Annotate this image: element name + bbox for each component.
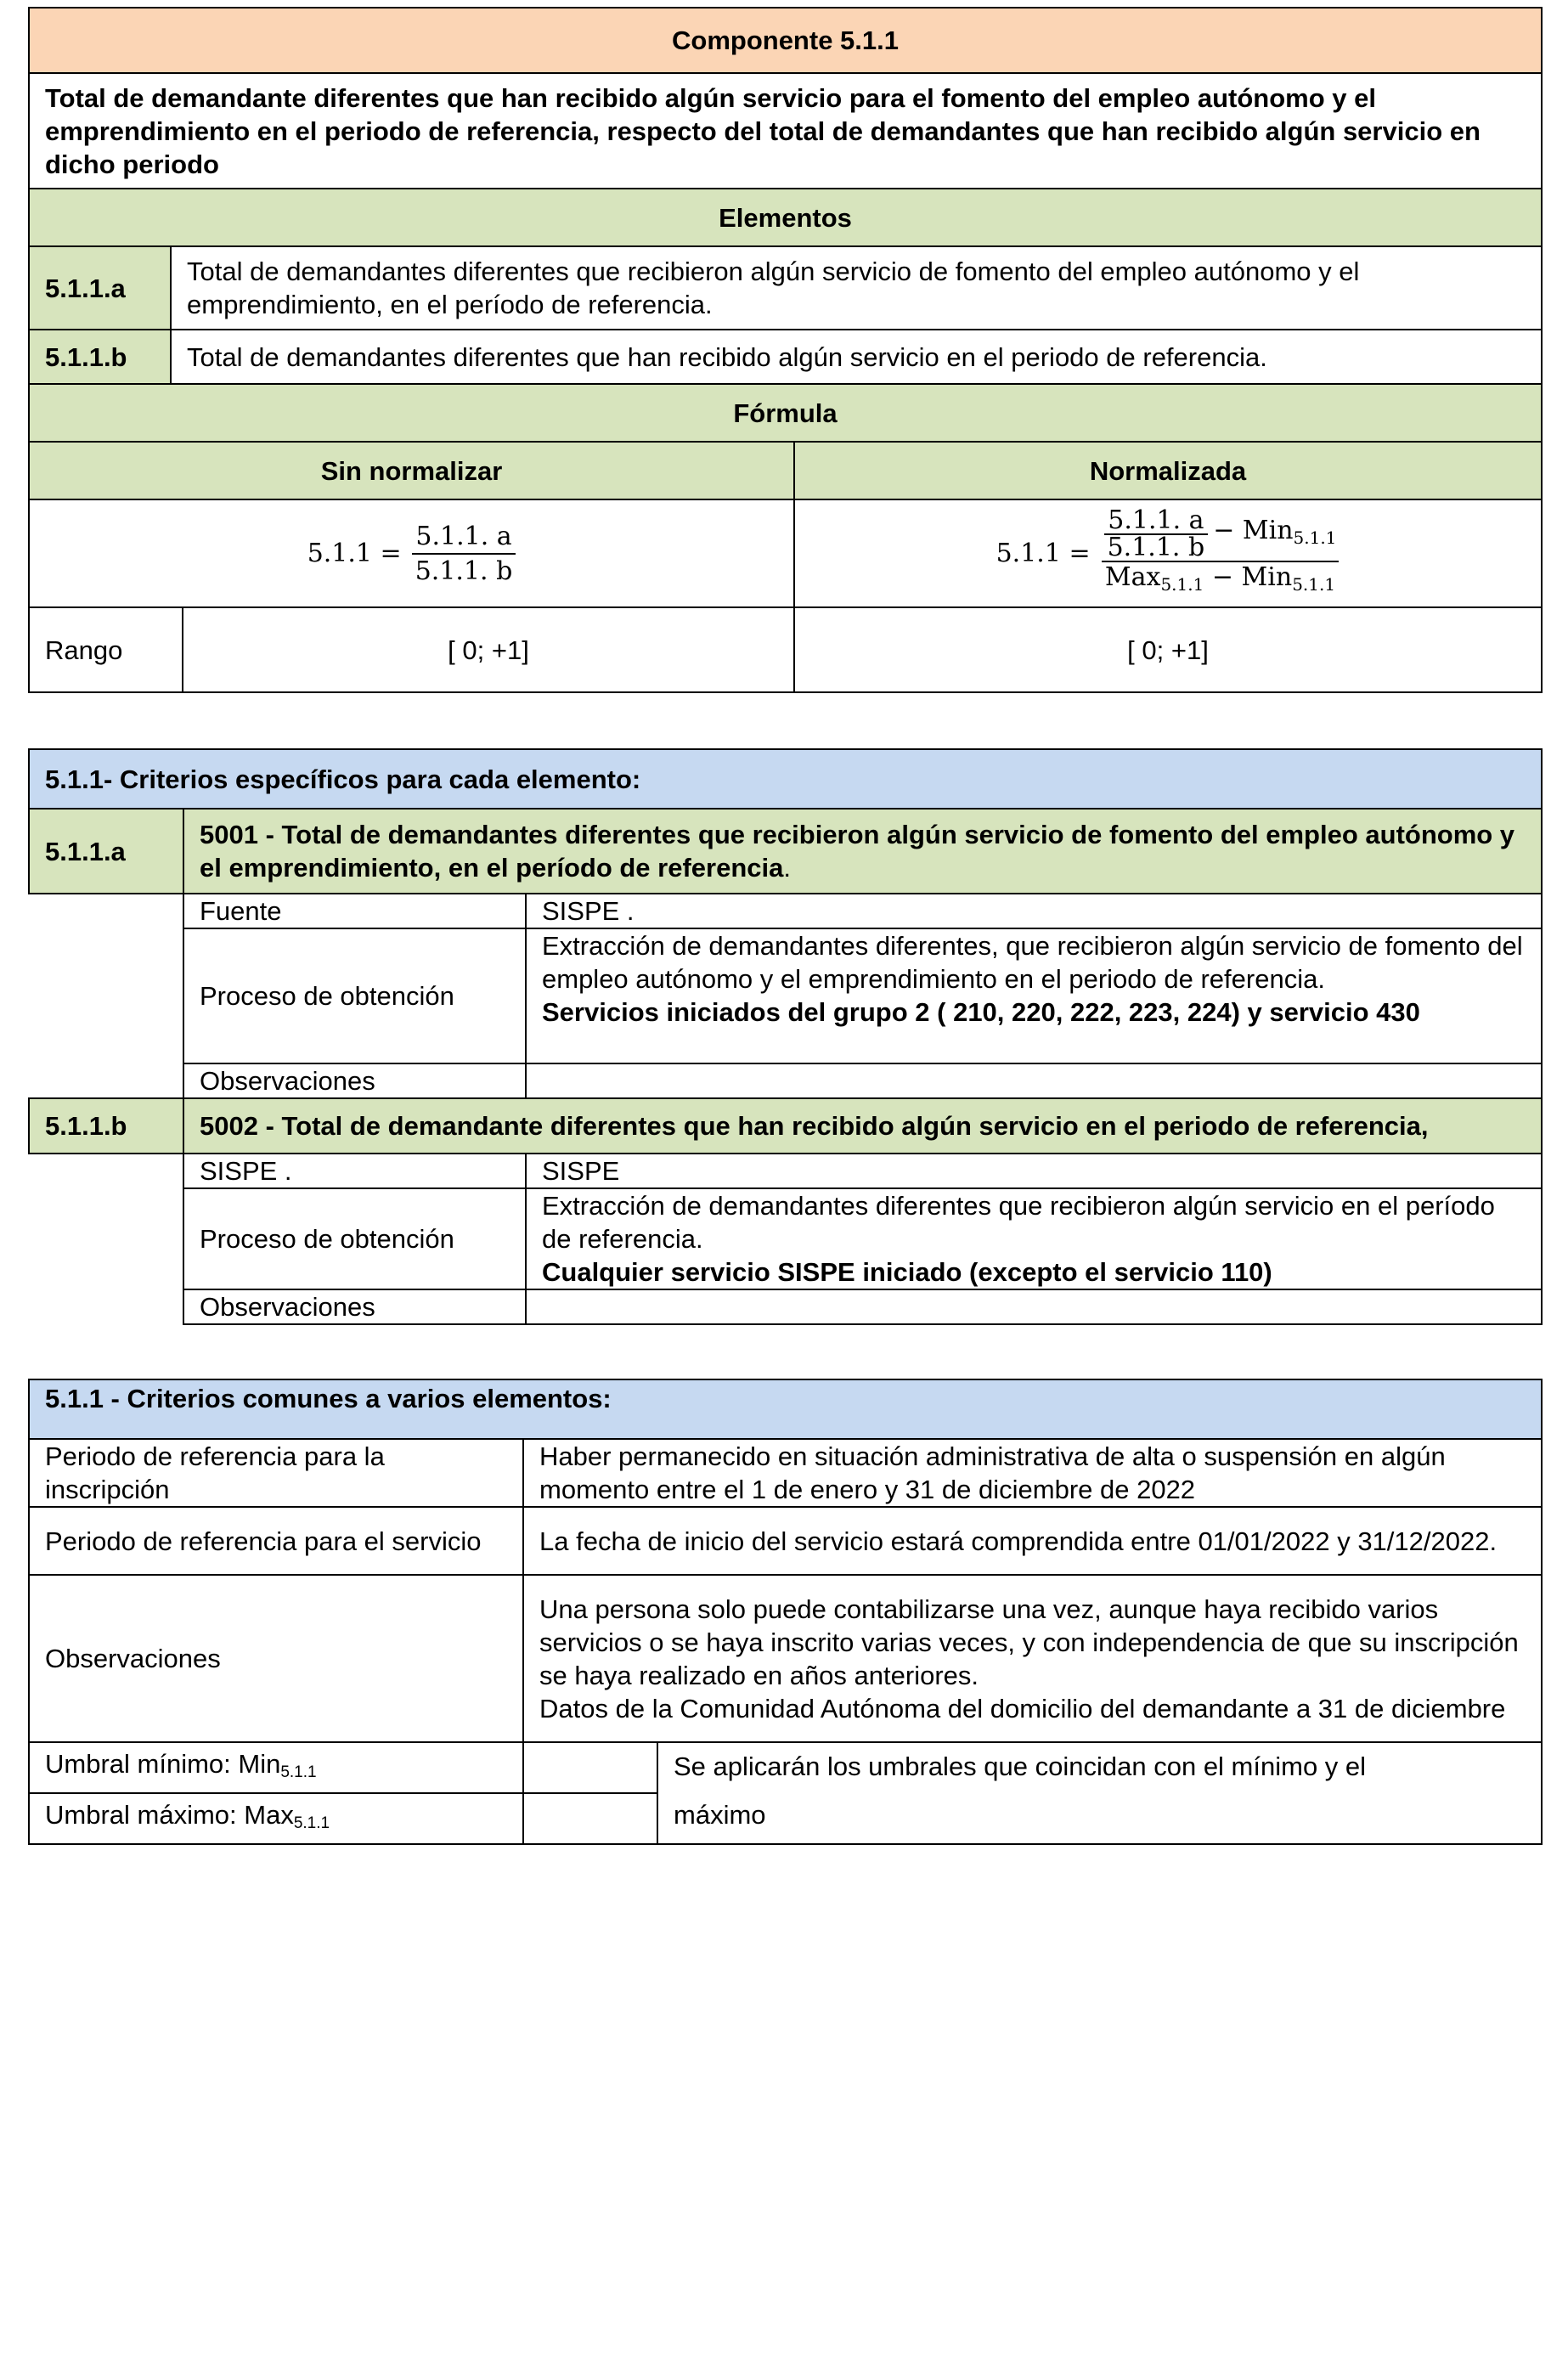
umbral-note-2: máximo [657,1793,1542,1844]
periodo-servicio-label: Periodo de referencia para el servicio [29,1507,523,1575]
formula-minus-min-text: − Min [1213,515,1294,545]
formula-norm-fraction [1101,505,1340,600]
periodo-servicio-value: La fecha de inicio del servicio estará comprendida entre 01/01/2022 y 31/12/2022. [523,1507,1542,1575]
observaciones-text-2: Datos de la Comunidad Autónoma del domicilio del demandante a 31 de diciembre [539,1693,1506,1723]
criterios-especificos-header: 5.1.1- Criterios específicos para cada elemento: [29,749,1542,809]
proceso-text-a: Extracción de demandantes diferentes, que recibieron algún servicio de fomento del empleo autónomo y el emprendimiento en el periodo de referencia. [542,931,1523,994]
formula-numerator: 5.1.1. a [415,521,512,551]
observaciones-value-a [526,1063,1542,1098]
formula-normalizada [794,499,1542,607]
proceso-bold-b: Cualquier servicio SISPE iniciado (excepto el servicio 110) [542,1257,1272,1287]
component-table [28,7,1543,693]
formula-header: Fórmula [29,384,1542,442]
umbral-maximo-value [523,1793,657,1844]
formula-sin-normalizar [29,499,794,607]
criterio-title-a-text: 5001 - Total de demandantes diferentes que recibieron algún servicio de fomento del empleo autónomo y el emprendimiento, en el período de referencia [200,820,1515,883]
formula-minus: − [1204,561,1242,592]
indent-spacer [29,894,183,1098]
observaciones-label: Observaciones [29,1575,523,1742]
rango-sin-normalizar: [ 0; +1] [183,607,794,692]
formula-sub: 5.1.1 [1292,573,1336,595]
criterio-code-b: 5.1.1.b [29,1098,183,1154]
formula-col-normalizada: Normalizada [794,442,1542,499]
formula-min-text: Min [1241,561,1293,592]
observaciones-label-a: Observaciones [183,1063,526,1098]
criterio-title-a-tail: . [783,853,791,883]
umbral-minimo-value [523,1742,657,1793]
observaciones-text-1: Una persona solo puede contabilizarse una vez, aunque haya recibido varios servicios o se haya inscrito varias veces, y con independencia de que su inscripción se haya realizado en años anteriores. [539,1594,1519,1690]
element-text-a: Total de demandantes diferentes que recibieron algún servicio de fomento del empleo autónomo y el emprendimiento, en el período de referencia. [171,246,1542,330]
component-title: Componente 5.1.1 [29,8,1542,73]
proceso-label-b: Proceso de obtención [183,1188,526,1289]
periodo-inscripcion-label: Periodo de referencia para la inscripción [29,1439,523,1507]
formula-inner-denominator: 5.1.1. b [1104,533,1209,561]
rango-normalizada: [ 0; +1] [794,607,1542,692]
element-code-a: 5.1.1.a [29,246,171,330]
proceso-label-a: Proceso de obtención [183,928,526,1063]
formula-minus-min [1213,516,1336,553]
formula-sub: 5.1.1 [1293,527,1337,548]
umbral-maximo-text: Umbral máximo: Max [45,1799,294,1830]
formula-inner-numerator: 5.1.1. a [1108,505,1204,535]
formula-lhs: 5.1.1 = [307,539,402,568]
component-description: Total de demandante diferentes que han recibido algún servicio para el fomento del empleo autónomo y el emprendimiento en el periodo de referencia, respecto del total de demandantes que han recibido algún servicio en dicho periodo [29,73,1542,189]
formula-sub: 5.1.1 [1160,573,1204,595]
criterios-comunes-table [28,1379,1543,1845]
observaciones-label-b: Observaciones [183,1289,526,1324]
formula-inner-fraction [1104,505,1209,562]
proceso-value-b [526,1188,1542,1289]
formula-norm-denominator [1102,561,1339,600]
element-text-b: Total de demandantes diferentes que han recibido algún servicio en el periodo de referencia. [171,330,1542,384]
umbral-maximo-sub: 5.1.1 [293,1814,330,1832]
formula-max-text: Max [1104,561,1161,592]
element-code-b: 5.1.1.b [29,330,171,384]
indent-spacer [29,1154,183,1324]
umbral-minimo-label [29,1742,523,1793]
umbral-maximo-label [29,1793,523,1844]
criterio-title-b: 5002 - Total de demandante diferentes que han recibido algún servicio en el periodo de referencia, [183,1098,1542,1154]
criterios-especificos-table [28,748,1543,1325]
elementos-header: Elementos [29,189,1542,246]
proceso-value-a [526,928,1542,1063]
formula-fraction [412,520,516,588]
criterio-code-a: 5.1.1.a [29,809,183,894]
fuente-value-a: SISPE . [526,894,1542,928]
proceso-bold-a: Servicios iniciados del grupo 2 ( 210, 220, 222, 223, 224) y servicio 430 [542,997,1420,1027]
observaciones-value-b [526,1289,1542,1324]
umbral-note-1: Se aplicarán los umbrales que coincidan con el mínimo y el [657,1742,1542,1793]
umbral-minimo-sub: 5.1.1 [280,1763,317,1781]
formula-col-sin-normalizar: Sin normalizar [29,442,794,499]
formula-denominator: 5.1.1. b [412,553,516,588]
proceso-text-b: Extracción de demandantes diferentes que recibieron algún servicio en el período de referencia. [542,1191,1495,1254]
formula-norm-lhs: 5.1.1 = [996,538,1091,568]
observaciones-value [523,1575,1542,1742]
rango-label: Rango [29,607,183,692]
fuente-value-b: SISPE [526,1154,1542,1188]
formula-norm-numerator [1101,505,1340,562]
criterio-title-a [183,809,1542,894]
fuente-label-a: Fuente [183,894,526,928]
fuente-label-b: SISPE . [183,1154,526,1188]
criterios-comunes-header: 5.1.1 - Criterios comunes a varios elementos: [29,1379,1542,1439]
umbral-minimo-text: Umbral mínimo: Min [45,1748,281,1779]
periodo-inscripcion-value: Haber permanecido en situación administrativa de alta o suspensión en algún momento entre el 1 de enero y 31 de diciembre de 2022 [523,1439,1542,1507]
